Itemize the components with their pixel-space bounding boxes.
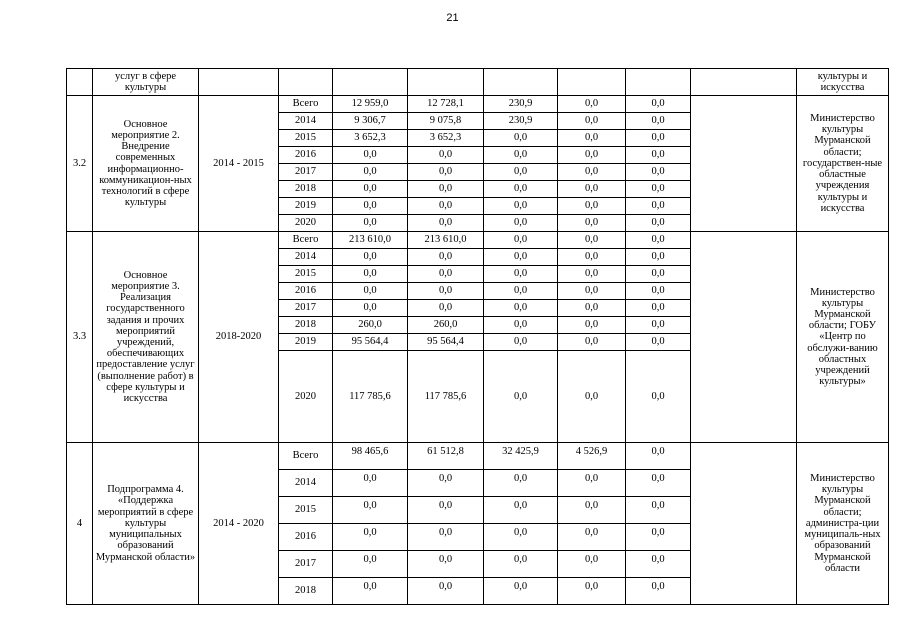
value-cell: 0,0 [333, 249, 408, 266]
value-cell: 0,0 [558, 317, 626, 334]
value-cell: 0,0 [333, 497, 408, 524]
value-cell: 0,0 [558, 524, 626, 551]
value-cell: 0,0 [558, 232, 626, 249]
value-cell: 0,0 [408, 198, 484, 215]
value-cell: 0,0 [333, 198, 408, 215]
value-cell: 0,0 [626, 96, 691, 113]
year-cell: 2016 [279, 524, 333, 551]
value-cell: 32 425,9 [484, 443, 558, 470]
value-cell: 0,0 [558, 300, 626, 317]
value-cell: 61 512,8 [408, 443, 484, 470]
item-executor: Министерство культуры Мурманской области; администра-ции муниципаль-ных образований Мурманской области [797, 443, 889, 605]
value-cell: 0,0 [626, 497, 691, 524]
value-cell: 0,0 [626, 249, 691, 266]
value-cell: 0,0 [558, 147, 626, 164]
value-cell: 0,0 [558, 164, 626, 181]
table-body [67, 69, 889, 605]
cell-value [408, 69, 484, 96]
year-cell: 2020 [279, 215, 333, 232]
value-cell: 0,0 [558, 551, 626, 578]
value-cell: 213 610,0 [333, 232, 408, 249]
value-cell: 0,0 [626, 198, 691, 215]
value-cell: 9 075,8 [408, 113, 484, 130]
value-cell: 0,0 [408, 181, 484, 198]
value-cell: 117 785,6 [408, 351, 484, 443]
value-cell: 0,0 [408, 147, 484, 164]
year-cell: 2019 [279, 198, 333, 215]
value-cell: 0,0 [484, 130, 558, 147]
value-cell: 213 610,0 [408, 232, 484, 249]
value-cell: 12 728,1 [408, 96, 484, 113]
value-cell: 0,0 [626, 147, 691, 164]
value-cell: 0,0 [408, 300, 484, 317]
value-cell: 98 465,6 [333, 443, 408, 470]
value-cell: 0,0 [333, 147, 408, 164]
cell-value [626, 69, 691, 96]
cell-no [67, 69, 93, 96]
value-cell: 0,0 [558, 113, 626, 130]
value-cell: 0,0 [408, 164, 484, 181]
item-name: Основное мероприятие 3. Реализация государственного задания и прочих мероприятий учреждений, обеспечивающих предоставление услуг (выполнение работ) в сфере культуры и искусства [93, 232, 199, 443]
item-number: 3.2 [67, 96, 93, 232]
value-cell: 95 564,4 [408, 334, 484, 351]
value-cell: 0,0 [558, 130, 626, 147]
year-cell: 2015 [279, 266, 333, 283]
item-period: 2014 - 2015 [199, 96, 279, 232]
value-cell: 0,0 [484, 351, 558, 443]
value-cell: 0,0 [484, 317, 558, 334]
value-cell: 0,0 [333, 283, 408, 300]
cell-value [333, 69, 408, 96]
year-cell: 2018 [279, 578, 333, 605]
value-cell: 0,0 [484, 215, 558, 232]
year-cell: 2015 [279, 130, 333, 147]
value-cell: 0,0 [408, 578, 484, 605]
year-cell: 2017 [279, 164, 333, 181]
value-cell: 0,0 [408, 551, 484, 578]
table-row [67, 443, 889, 470]
value-cell: 0,0 [408, 470, 484, 497]
item-name: Подпрограмма 4. «Поддержка мероприятий в сфере культуры муниципальных образований Мурманской области» [93, 443, 199, 605]
item-executor: Министерство культуры Мурманской области; ГОБУ «Центр по обслужи-ванию областных учреждений культуры» [797, 232, 889, 443]
value-cell: 9 306,7 [333, 113, 408, 130]
value-cell: 117 785,6 [333, 351, 408, 443]
value-cell: 0,0 [626, 181, 691, 198]
year-cell: 2020 [279, 351, 333, 443]
budget-table [66, 68, 889, 605]
value-cell: 0,0 [484, 266, 558, 283]
value-cell: 0,0 [333, 215, 408, 232]
value-cell: 0,0 [626, 130, 691, 147]
item-number: 4 [67, 443, 93, 605]
cell-value [558, 69, 626, 96]
value-cell: 0,0 [558, 351, 626, 443]
year-cell: 2017 [279, 300, 333, 317]
value-cell: 0,0 [333, 181, 408, 198]
value-cell: 0,0 [558, 470, 626, 497]
value-cell: 0,0 [558, 497, 626, 524]
value-cell: 3 652,3 [333, 130, 408, 147]
value-cell: 0,0 [558, 181, 626, 198]
value-cell: 0,0 [558, 283, 626, 300]
value-cell: 0,0 [626, 578, 691, 605]
value-cell: 0,0 [558, 578, 626, 605]
value-cell: 0,0 [626, 113, 691, 130]
value-cell: 0,0 [626, 443, 691, 470]
year-cell: 2014 [279, 470, 333, 497]
value-cell: 0,0 [626, 266, 691, 283]
year-cell: 2016 [279, 283, 333, 300]
item-name: Основное мероприятие 2. Внедрение современных информационно-коммуникацион-ных технологий в сфере культуры [93, 96, 199, 232]
value-cell: 0,0 [484, 497, 558, 524]
value-cell: 0,0 [626, 470, 691, 497]
item-number: 3.3 [67, 232, 93, 443]
value-cell: 4 526,9 [558, 443, 626, 470]
year-cell: 2018 [279, 317, 333, 334]
value-cell: 95 564,4 [333, 334, 408, 351]
value-cell: 0,0 [408, 215, 484, 232]
value-cell: 0,0 [626, 551, 691, 578]
value-cell: 0,0 [626, 283, 691, 300]
value-cell: 0,0 [484, 232, 558, 249]
value-cell: 0,0 [626, 300, 691, 317]
value-cell: 0,0 [484, 198, 558, 215]
year-cell: 2017 [279, 551, 333, 578]
table-row [67, 232, 889, 249]
value-cell: 0,0 [558, 198, 626, 215]
value-cell: 0,0 [333, 524, 408, 551]
value-cell: 0,0 [408, 266, 484, 283]
cell-executor: культуры и искусства [797, 69, 889, 96]
value-cell: 260,0 [333, 317, 408, 334]
value-cell: 0,0 [484, 164, 558, 181]
value-cell: 0,0 [408, 524, 484, 551]
cell-empty [691, 96, 797, 232]
value-cell: 0,0 [408, 497, 484, 524]
value-cell: 0,0 [626, 215, 691, 232]
value-cell: 260,0 [408, 317, 484, 334]
value-cell: 0,0 [626, 351, 691, 443]
item-executor: Министерство культуры Мурманской области; государствен-ные областные учреждения культуры и искусства [797, 96, 889, 232]
value-cell: 0,0 [484, 551, 558, 578]
value-cell: 0,0 [558, 334, 626, 351]
year-cell: 2014 [279, 249, 333, 266]
value-cell: 0,0 [408, 283, 484, 300]
value-cell: 0,0 [484, 283, 558, 300]
value-cell: 12 959,0 [333, 96, 408, 113]
value-cell: 0,0 [558, 215, 626, 232]
table-row [67, 96, 889, 113]
page-number: 21 [446, 12, 459, 24]
value-cell: 0,0 [333, 551, 408, 578]
value-cell: 0,0 [484, 147, 558, 164]
value-cell: 0,0 [484, 249, 558, 266]
cell-empty [691, 232, 797, 443]
value-cell: 0,0 [626, 164, 691, 181]
cell-value [484, 69, 558, 96]
value-cell: 0,0 [626, 524, 691, 551]
value-cell: 0,0 [558, 96, 626, 113]
value-cell: 0,0 [408, 249, 484, 266]
cell-empty [691, 69, 797, 96]
value-cell: 0,0 [626, 334, 691, 351]
value-cell: 0,0 [484, 470, 558, 497]
value-cell: 0,0 [333, 300, 408, 317]
year-cell: Всего [279, 232, 333, 249]
table-row [67, 69, 889, 96]
year-cell: Всего [279, 443, 333, 470]
value-cell: 0,0 [484, 578, 558, 605]
value-cell: 3 652,3 [408, 130, 484, 147]
value-cell: 0,0 [333, 578, 408, 605]
value-cell: 0,0 [626, 232, 691, 249]
value-cell: 230,9 [484, 96, 558, 113]
value-cell: 0,0 [626, 317, 691, 334]
year-cell: 2016 [279, 147, 333, 164]
value-cell: 0,0 [558, 249, 626, 266]
item-period: 2018-2020 [199, 232, 279, 443]
item-period: 2014 - 2020 [199, 443, 279, 605]
year-cell: 2015 [279, 497, 333, 524]
value-cell: 0,0 [484, 334, 558, 351]
value-cell: 0,0 [484, 300, 558, 317]
value-cell: 0,0 [484, 181, 558, 198]
cell-name: услуг в сфере культуры [93, 69, 199, 96]
year-cell: 2018 [279, 181, 333, 198]
cell-year [279, 69, 333, 96]
value-cell: 0,0 [333, 470, 408, 497]
value-cell: 0,0 [484, 524, 558, 551]
value-cell: 0,0 [333, 164, 408, 181]
cell-period [199, 69, 279, 96]
year-cell: 2014 [279, 113, 333, 130]
value-cell: 0,0 [333, 266, 408, 283]
value-cell: 0,0 [558, 266, 626, 283]
value-cell: 230,9 [484, 113, 558, 130]
cell-empty [691, 443, 797, 605]
year-cell: Всего [279, 96, 333, 113]
year-cell: 2019 [279, 334, 333, 351]
